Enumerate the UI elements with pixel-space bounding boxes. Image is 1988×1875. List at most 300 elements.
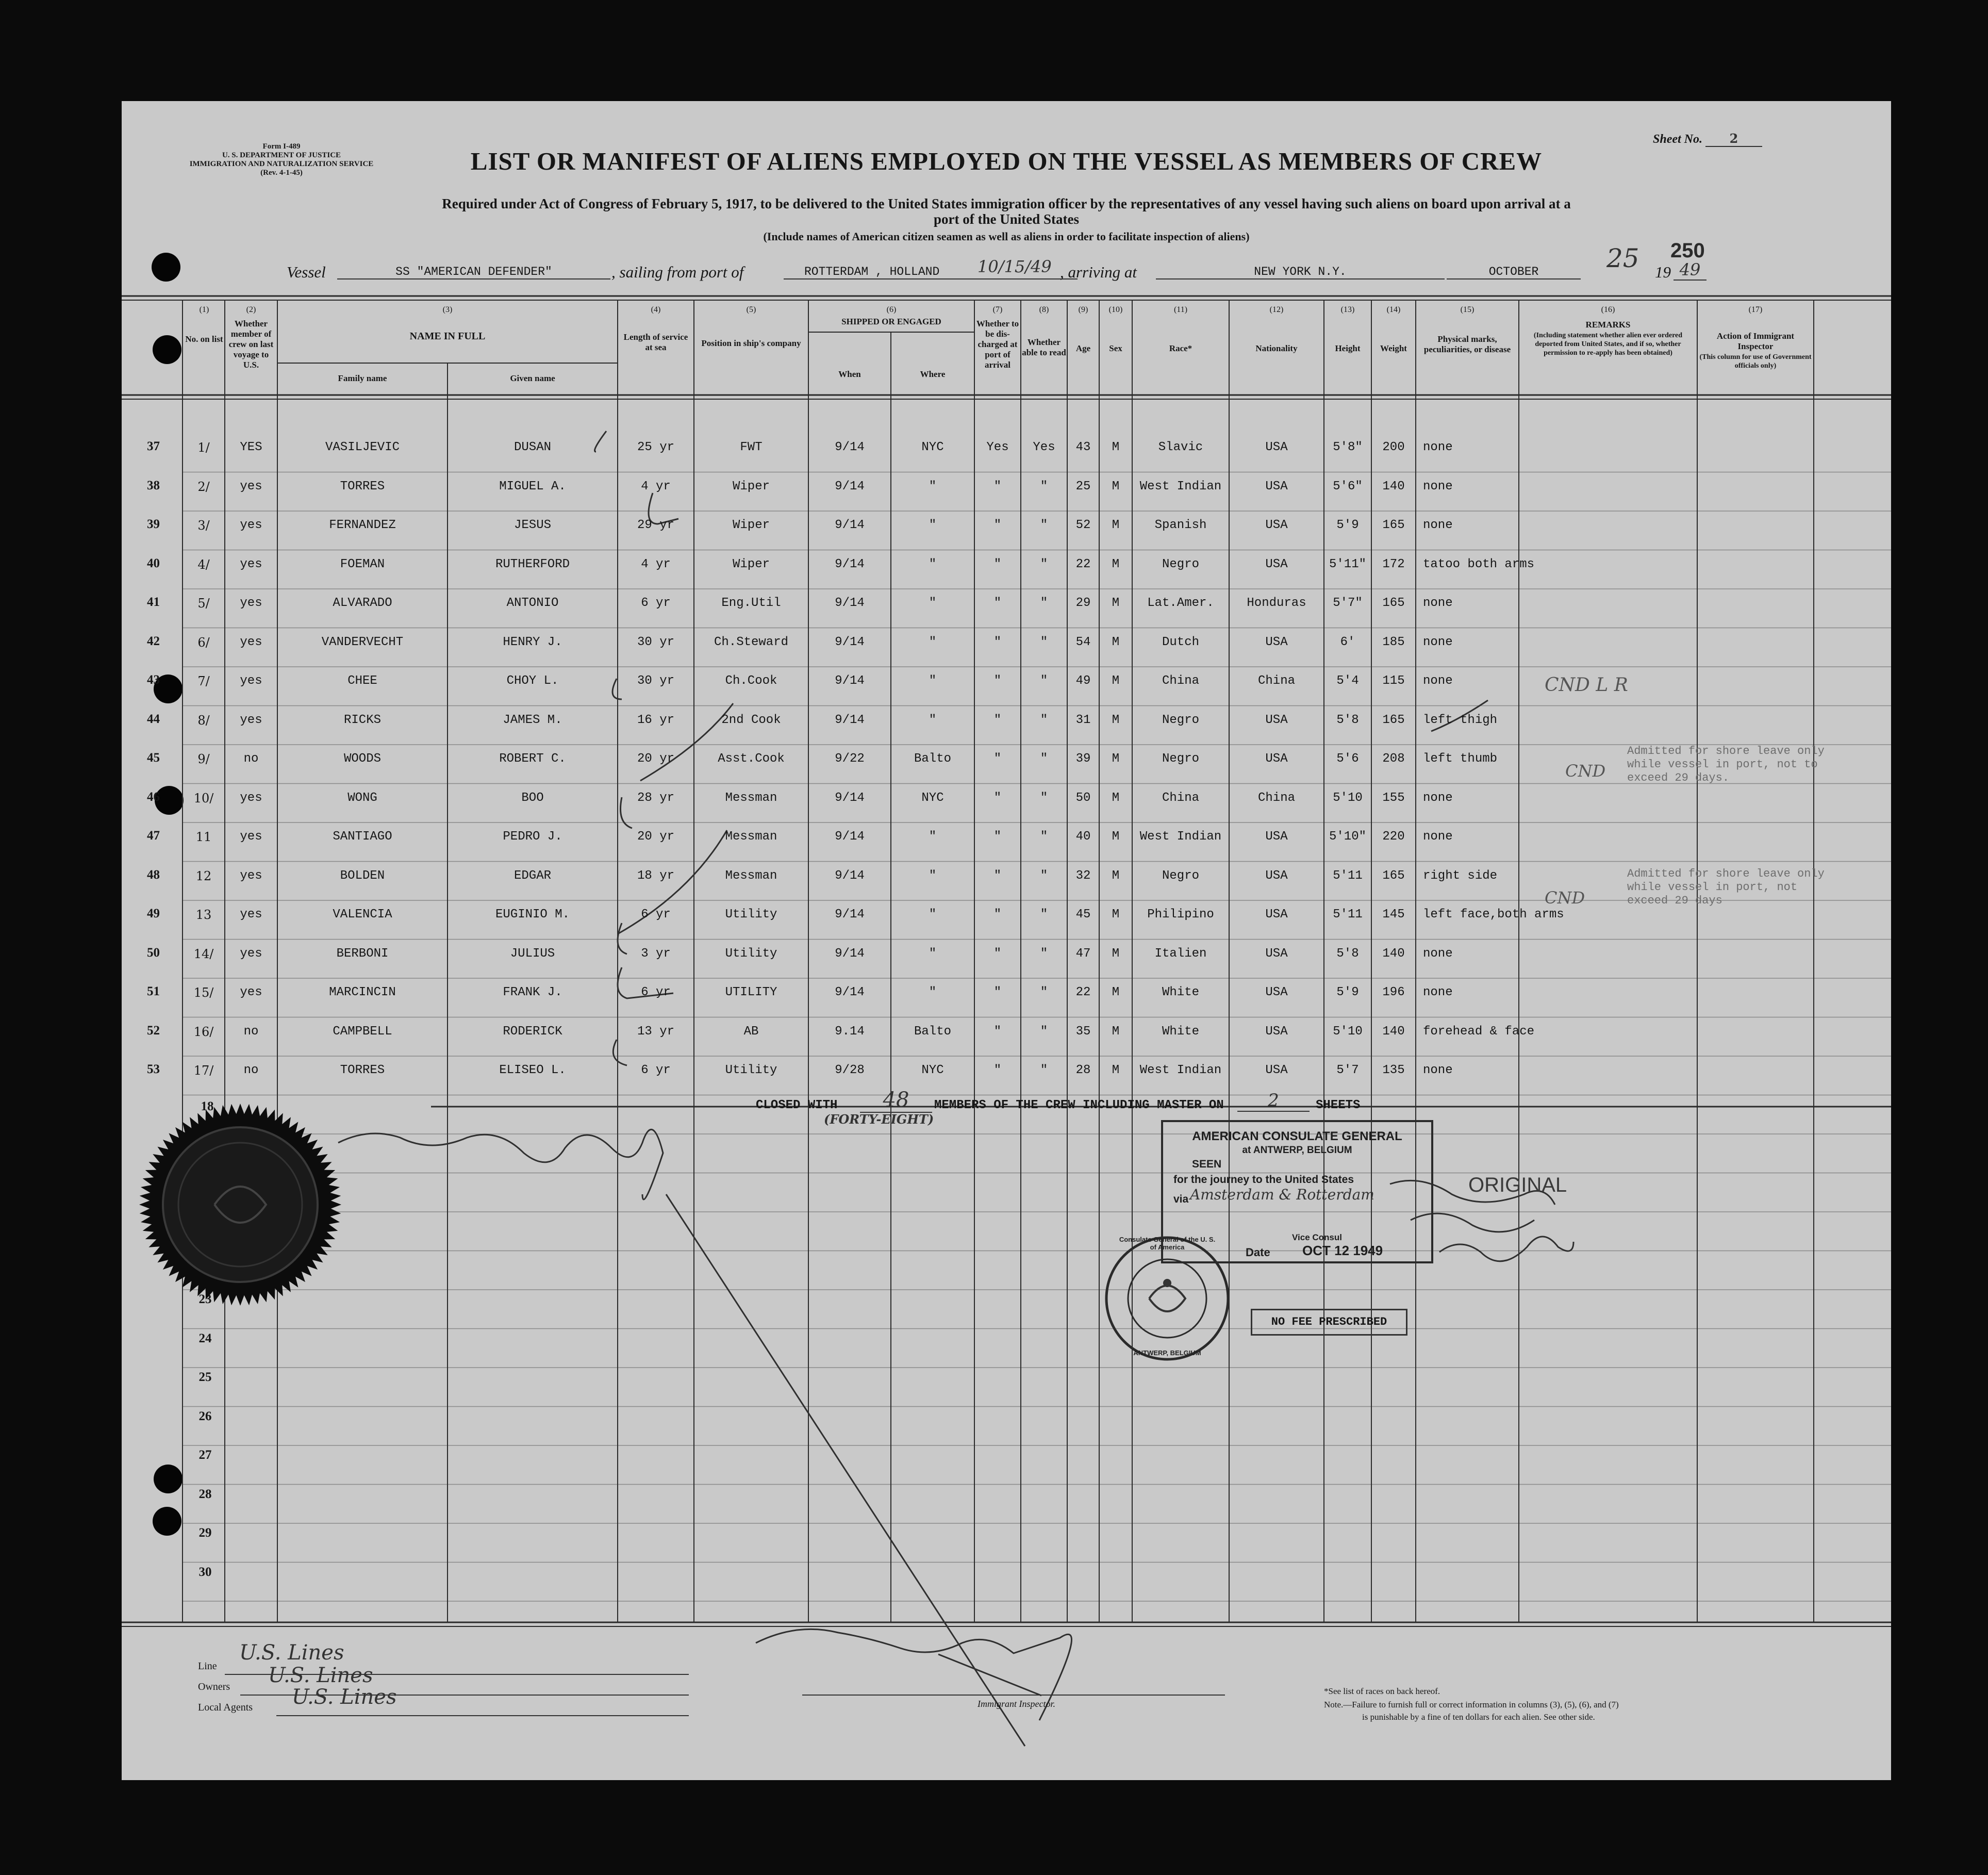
row-shipped-where: " xyxy=(929,985,937,999)
row-family-name: FOEMAN xyxy=(340,557,385,571)
col16-subheader: (Including statement whether alien ever ordered deported from United States, and if so, whether permission to re-apply has been obtained) xyxy=(1533,332,1683,357)
remark-row-46-hand: CND xyxy=(1545,888,1585,908)
row-margin-number: 47 xyxy=(147,829,160,843)
consulate-line-2: at ANTWERP, BELGIUM xyxy=(1242,1145,1352,1156)
row-shipped-where: " xyxy=(929,518,937,532)
row-nationality: USA xyxy=(1265,635,1288,649)
row-physical-marks: left thigh xyxy=(1423,713,1498,727)
row-able-to-read: " xyxy=(1040,1063,1048,1077)
row-position: FWT xyxy=(740,440,763,454)
remark-line: exceed 29 days. xyxy=(1627,771,1730,784)
row-given-name: RUTHERFORD xyxy=(495,557,570,571)
row-weight: 185 xyxy=(1382,635,1405,649)
row-able-to-read: " xyxy=(1040,635,1048,649)
col7-header: Whether to be dis-charged at port of arrival xyxy=(976,319,1019,370)
service: IMMIGRATION AND NATURALIZATION SERVICE xyxy=(189,160,374,168)
consulate-date-label: Date xyxy=(1246,1246,1270,1259)
row-margin-number: 50 xyxy=(147,945,160,960)
row-position: Utility xyxy=(725,1063,777,1077)
row-physical-marks: none xyxy=(1423,635,1453,649)
row-discharged: " xyxy=(993,479,1002,494)
row-weight: 145 xyxy=(1382,908,1405,922)
row-previous-voyage: no xyxy=(243,1063,259,1077)
row-margin-number: 53 xyxy=(147,1062,160,1076)
row-able-to-read: " xyxy=(1040,557,1048,571)
row-shipped-when: 9/14 xyxy=(835,518,865,532)
row-height: 6' xyxy=(1340,635,1355,649)
row-given-name: BOO xyxy=(521,791,544,805)
row-race: China xyxy=(1162,791,1199,805)
row-sex: M xyxy=(1112,868,1120,883)
col6-header: SHIPPED OR ENGAGED xyxy=(841,317,941,326)
row-given-name: JESUS xyxy=(513,518,551,532)
row-length-of-service: 20 yr xyxy=(637,830,674,844)
row-previous-voyage: yes xyxy=(240,674,262,688)
subtitle-line-3: (Include names of American citizen seamen as well as aliens in order to facilitate inspection of aliens) xyxy=(763,230,1250,243)
row-shipped-when: 9/14 xyxy=(835,596,865,610)
row-given-name: ANTONIO xyxy=(506,596,559,610)
row-shipped-where: Balto xyxy=(914,1024,951,1039)
row-no-on-list: 17/ xyxy=(193,1063,214,1078)
row-given-name: RODERICK xyxy=(503,1024,562,1039)
row-age: 35 xyxy=(1075,1024,1091,1039)
row-margin-number: 51 xyxy=(147,984,160,998)
row-length-of-service: 29 yr xyxy=(637,518,674,532)
footer-note-1: *See list of races on back hereof. xyxy=(1324,1686,1440,1696)
row-margin-number: 39 xyxy=(147,517,160,531)
row-sex: M xyxy=(1112,713,1120,727)
year-suffix: 49 xyxy=(1674,260,1707,281)
row-weight: 200 xyxy=(1382,440,1405,454)
sailing-date: 10/15/49 xyxy=(978,257,1052,276)
col9-header: Age xyxy=(1075,343,1091,353)
row-length-of-service: 13 yr xyxy=(637,1024,674,1039)
row-position: Eng.Util xyxy=(721,596,781,610)
blank-row-number: 23 xyxy=(198,1292,212,1306)
row-physical-marks: none xyxy=(1423,946,1453,961)
col3-family: Family name xyxy=(338,373,387,383)
row-nationality: USA xyxy=(1265,479,1288,494)
row-previous-voyage: yes xyxy=(240,791,262,805)
footer-owners-label: Owners xyxy=(198,1681,230,1692)
row-discharged: Yes xyxy=(986,440,1009,454)
col9-num: (9) xyxy=(1078,305,1088,314)
col8-header: Whether able to read xyxy=(1022,337,1066,357)
col3-header: NAME IN FULL xyxy=(409,331,486,342)
row-age: 22 xyxy=(1075,557,1091,571)
row-age: 29 xyxy=(1075,596,1091,610)
row-nationality: USA xyxy=(1265,713,1288,727)
row-race: China xyxy=(1162,674,1199,688)
row-age: 32 xyxy=(1075,868,1091,883)
row-race: Negro xyxy=(1162,752,1199,766)
row-previous-voyage: yes xyxy=(240,868,262,883)
department: U. S. DEPARTMENT OF JUSTICE xyxy=(222,151,341,159)
row-race: Slavic xyxy=(1158,440,1203,454)
row-able-to-read: " xyxy=(1040,830,1048,844)
row-age: 49 xyxy=(1075,674,1091,688)
page-title: LIST OR MANIFEST OF ALIENS EMPLOYED ON THE VESSEL AS MEMBERS OF CREW xyxy=(470,147,1543,175)
row-position: Messman xyxy=(725,791,777,805)
col16-num: (16) xyxy=(1601,305,1615,314)
row-margin-number: 41 xyxy=(147,595,160,609)
row-shipped-when: 9/14 xyxy=(835,830,865,844)
row-position: Wiper xyxy=(732,479,770,494)
row-height: 5'11" xyxy=(1329,557,1366,571)
col3-given: Given name xyxy=(510,373,555,383)
row-age: 47 xyxy=(1075,946,1091,961)
row-family-name: WOODS xyxy=(343,752,381,766)
blank-row-number: 28 xyxy=(198,1487,212,1501)
row-shipped-when: 9.14 xyxy=(835,1024,865,1039)
row-sex: M xyxy=(1112,479,1120,494)
row-age: 52 xyxy=(1075,518,1091,532)
col17-num: (17) xyxy=(1748,305,1763,314)
row-age: 28 xyxy=(1075,1063,1091,1077)
row-previous-voyage: yes xyxy=(240,518,262,532)
row-nationality: USA xyxy=(1265,985,1288,999)
col3-num: (3) xyxy=(442,305,453,314)
row-age: 50 xyxy=(1075,791,1091,805)
col5-num: (5) xyxy=(746,305,756,314)
col14-header: Weight xyxy=(1380,343,1407,353)
row-no-on-list: 16/ xyxy=(193,1024,214,1039)
row-shipped-when: 9/14 xyxy=(835,868,865,883)
row-nationality: USA xyxy=(1265,557,1288,571)
row-position: Wiper xyxy=(732,557,770,571)
row-given-name: DUSAN xyxy=(513,440,551,454)
closing-sheets-count: 2 xyxy=(1237,1090,1310,1112)
col8-num: (8) xyxy=(1039,305,1049,314)
row-shipped-when: 9/14 xyxy=(835,985,865,999)
row-length-of-service: 30 yr xyxy=(637,635,674,649)
row-family-name: WONG xyxy=(347,791,377,805)
row-race: Italien xyxy=(1154,946,1207,961)
consulate-seal-icon xyxy=(1100,1231,1234,1366)
row-margin-number: 40 xyxy=(147,556,160,570)
row-discharged: " xyxy=(993,830,1002,844)
row-sex: M xyxy=(1112,985,1120,999)
col10-header: Sex xyxy=(1109,343,1122,353)
stamp-number: 250 xyxy=(1670,239,1705,262)
row-weight: 172 xyxy=(1382,557,1405,571)
row-margin-number: 45 xyxy=(147,751,160,765)
row-no-on-list: 15/ xyxy=(193,985,214,1000)
row-family-name: VALENCIA xyxy=(333,908,392,922)
row-age: 31 xyxy=(1075,713,1091,727)
row-previous-voyage: yes xyxy=(240,596,262,610)
row-shipped-where: " xyxy=(929,674,937,688)
row-height: 5'7 xyxy=(1336,1063,1359,1077)
row-sex: M xyxy=(1112,908,1120,922)
blank-row-number: 29 xyxy=(198,1526,212,1540)
footer-owners-value: U.S. Lines xyxy=(268,1664,373,1687)
sheet-label: Sheet No. xyxy=(1653,133,1702,146)
row-height: 5'4 xyxy=(1336,674,1359,688)
consulate-date: OCT 12 1949 xyxy=(1302,1243,1383,1258)
row-margin-number: 44 xyxy=(147,712,160,726)
consulate-line-3: SEEN xyxy=(1192,1158,1222,1170)
row-family-name: ALVARADO xyxy=(333,596,392,610)
row-height: 5'11 xyxy=(1333,868,1363,883)
row-family-name: CAMPBELL xyxy=(333,1024,392,1039)
col13-num: (13) xyxy=(1340,305,1355,314)
row-family-name: VANDERVECHT xyxy=(321,635,404,649)
row-shipped-when: 9/14 xyxy=(835,713,865,727)
row-able-to-read: " xyxy=(1040,1024,1048,1039)
row-given-name: ROBERT C. xyxy=(499,752,566,766)
row-discharged: " xyxy=(993,635,1002,649)
row-length-of-service: 18 yr xyxy=(637,868,674,883)
row-physical-marks: none xyxy=(1423,791,1453,805)
row-race: West Indian xyxy=(1139,830,1222,844)
revision: (Rev. 4-1-45) xyxy=(260,169,303,177)
row-family-name: TORRES xyxy=(340,479,385,494)
row-race: White xyxy=(1162,985,1199,999)
col15-num: (15) xyxy=(1460,305,1475,314)
row-physical-marks: none xyxy=(1423,1063,1453,1077)
embossed-seal-icon xyxy=(137,1101,343,1308)
col17-subheader: (This column for use of Government officials only) xyxy=(1699,353,1812,370)
row-family-name: VASILJEVIC xyxy=(325,440,400,454)
row-family-name: CHEE xyxy=(347,674,377,688)
row-weight: 165 xyxy=(1382,868,1405,883)
row-age: 54 xyxy=(1075,635,1091,649)
row-length-of-service: 16 yr xyxy=(637,713,674,727)
blank-row-number: 30 xyxy=(198,1565,212,1579)
row-sex: M xyxy=(1112,557,1120,571)
closing-sheets: SHEETS xyxy=(1316,1098,1361,1112)
row-no-on-list: 11 xyxy=(195,830,212,844)
row-no-on-list: 7/ xyxy=(197,674,210,688)
row-physical-marks: none xyxy=(1423,674,1453,688)
sheet-value: 2 xyxy=(1705,131,1762,147)
row-shipped-where: " xyxy=(929,908,937,922)
row-discharged: " xyxy=(993,518,1002,532)
row-discharged: " xyxy=(993,985,1002,999)
row-able-to-read: " xyxy=(1040,946,1048,961)
remark-line: Admitted for shore leave only xyxy=(1627,745,1825,758)
row-physical-marks: left face,both arms xyxy=(1423,908,1564,922)
row-age: 40 xyxy=(1075,830,1091,844)
row-height: 5'6 xyxy=(1336,752,1359,766)
col15-header: Physical marks, peculiarities, or disease xyxy=(1423,334,1511,354)
subtitle-line-2: port of the United States xyxy=(934,211,1079,227)
footer-note-2: Note.—Failure to furnish full or correct information in columns (3), (5), (6), and (7) xyxy=(1324,1700,1619,1709)
col7-num: (7) xyxy=(992,305,1003,314)
original-stamp: ORIGINAL xyxy=(1468,1174,1567,1196)
row-length-of-service: 30 yr xyxy=(637,674,674,688)
row-shipped-when: 9/14 xyxy=(835,479,865,494)
row-nationality: USA xyxy=(1265,752,1288,766)
row-position: Asst.Cook xyxy=(718,752,785,766)
footer-note-3: is punishable by a fine of ten dollars for each alien. See other side. xyxy=(1362,1712,1595,1722)
row-sex: M xyxy=(1112,752,1120,766)
row-given-name: MIGUEL A. xyxy=(499,479,566,494)
row-sex: M xyxy=(1112,596,1120,610)
remark-row-41: CND L R xyxy=(1545,675,1628,696)
row-no-on-list: 14/ xyxy=(193,946,214,961)
arrival-day: 25 xyxy=(1606,243,1639,273)
row-nationality: USA xyxy=(1265,518,1288,532)
row-weight: 196 xyxy=(1382,985,1405,999)
row-margin-number: 49 xyxy=(147,907,160,920)
row-position: Utility xyxy=(725,908,777,922)
row-weight: 220 xyxy=(1382,830,1405,844)
row-race: Negro xyxy=(1162,557,1199,571)
row-sex: M xyxy=(1112,440,1120,454)
blank-row-number: 24 xyxy=(198,1331,212,1345)
departure-port: ROTTERDAM , HOLLAND xyxy=(784,265,1078,279)
blank-row-number: 26 xyxy=(198,1409,212,1423)
col17-header: Action of Immigrant Inspector xyxy=(1716,331,1795,351)
row-able-to-read: " xyxy=(1040,713,1048,727)
remark-line: while vessel in port, not to xyxy=(1627,758,1818,771)
row-nationality: USA xyxy=(1265,1063,1288,1077)
row-shipped-when: 9/22 xyxy=(835,752,865,766)
row-given-name: FRANK J. xyxy=(503,985,562,999)
inspector-label: Immigrant Inspector. xyxy=(978,1699,1055,1709)
row-shipped-where: " xyxy=(929,557,937,571)
row-previous-voyage: no xyxy=(243,752,259,766)
row-family-name: BOLDEN xyxy=(340,868,385,883)
row-given-name: ELISEO L. xyxy=(499,1063,566,1077)
col12-header: Nationality xyxy=(1255,343,1298,353)
col11-num: (11) xyxy=(1173,305,1188,314)
no-fee-stamp: NO FEE PRESCRIBED xyxy=(1251,1309,1407,1336)
row-discharged: " xyxy=(993,791,1002,805)
row-margin-number: 43 xyxy=(147,673,160,687)
row-race: West Indian xyxy=(1139,479,1222,494)
row-previous-voyage: yes xyxy=(240,479,262,494)
inspector-signature-line xyxy=(802,1695,1225,1696)
row-length-of-service: 4 yr xyxy=(641,479,671,494)
row-able-to-read: " xyxy=(1040,518,1048,532)
row-family-name: SANTIAGO xyxy=(333,830,392,844)
row-given-name: EDGAR xyxy=(513,868,551,883)
form-number: Form I-489 xyxy=(262,142,301,151)
row-length-of-service: 28 yr xyxy=(637,791,674,805)
col10-num: (10) xyxy=(1108,305,1123,314)
row-weight: 155 xyxy=(1382,791,1405,805)
row-discharged: " xyxy=(993,674,1002,688)
row-age: 25 xyxy=(1075,479,1091,494)
row-able-to-read: " xyxy=(1040,674,1048,688)
footer-line-label: Line xyxy=(198,1660,217,1672)
row-previous-voyage: yes xyxy=(240,713,262,727)
col4-num: (4) xyxy=(651,305,661,314)
row-no-on-list: 8/ xyxy=(197,713,210,728)
row-weight: 165 xyxy=(1382,713,1405,727)
consulate-via: via xyxy=(1173,1193,1189,1205)
closing-middle: MEMBERS OF THE CREW INCLUDING MASTER ON xyxy=(934,1098,1224,1112)
row-margin-number: 38 xyxy=(147,478,160,492)
manifest-sheet xyxy=(122,101,1891,1780)
row-number-18: 18 xyxy=(201,1099,214,1113)
row-position: AB xyxy=(743,1024,759,1039)
col4-header: Length of service at sea xyxy=(623,332,688,352)
row-nationality: USA xyxy=(1265,946,1288,961)
row-previous-voyage: yes xyxy=(240,830,262,844)
row-weight: 135 xyxy=(1382,1063,1405,1077)
row-able-to-read: " xyxy=(1040,479,1048,494)
row-no-on-list: 9/ xyxy=(197,752,210,766)
row-race: Philipino xyxy=(1147,908,1214,922)
row-shipped-when: 9/14 xyxy=(835,946,865,961)
col14-num: (14) xyxy=(1386,305,1401,314)
row-nationality: USA xyxy=(1265,908,1288,922)
row-family-name: FERNANDEZ xyxy=(329,518,396,532)
row-previous-voyage: yes xyxy=(240,946,262,961)
row-no-on-list: 4/ xyxy=(197,557,210,572)
row-physical-marks: none xyxy=(1423,985,1453,999)
row-family-name: RICKS xyxy=(343,713,381,727)
row-age: 43 xyxy=(1075,440,1091,454)
footer-line-value: U.S. Lines xyxy=(239,1641,344,1665)
row-discharged: " xyxy=(993,946,1002,961)
row-discharged: " xyxy=(993,868,1002,883)
row-previous-voyage: yes xyxy=(240,985,262,999)
row-given-name: JAMES M. xyxy=(503,713,562,727)
row-length-of-service: 3 yr xyxy=(641,946,671,961)
row-nationality: USA xyxy=(1265,440,1288,454)
row-able-to-read: " xyxy=(1040,868,1048,883)
col6-when: When xyxy=(838,369,861,379)
row-able-to-read: " xyxy=(1040,596,1048,610)
row-height: 5'8 xyxy=(1336,946,1359,961)
row-sex: M xyxy=(1112,518,1120,532)
row-margin-number: 37 xyxy=(147,439,160,453)
row-sex: M xyxy=(1112,791,1120,805)
row-weight: 140 xyxy=(1382,479,1405,494)
row-physical-marks: none xyxy=(1423,440,1453,454)
row-race: West Indian xyxy=(1139,1063,1222,1077)
row-race: Spanish xyxy=(1154,518,1207,532)
row-physical-marks: none xyxy=(1423,479,1453,494)
sailing-label: , sailing from port of xyxy=(611,263,744,281)
row-given-name: EUGINIO M. xyxy=(495,908,570,922)
row-shipped-where: NYC xyxy=(921,440,944,454)
row-able-to-read: " xyxy=(1040,791,1048,805)
row-length-of-service: 6 yr xyxy=(641,1063,671,1077)
consulate-line-4: for the journey to the United States xyxy=(1173,1174,1354,1186)
row-position: Messman xyxy=(725,868,777,883)
row-discharged: " xyxy=(993,557,1002,571)
row-able-to-read: " xyxy=(1040,908,1048,922)
remark-row-43-stamp xyxy=(1627,745,1825,785)
row-shipped-where: " xyxy=(929,596,937,610)
row-height: 5'10" xyxy=(1329,830,1366,844)
row-position: Messman xyxy=(725,830,777,844)
row-physical-marks: forehead & face xyxy=(1423,1024,1535,1039)
row-physical-marks: tatoo both arms xyxy=(1423,557,1535,571)
row-given-name: PEDRO J. xyxy=(503,830,562,844)
row-position: Ch.Cook xyxy=(725,674,777,688)
blank-row-number: 27 xyxy=(198,1448,212,1462)
row-sex: M xyxy=(1112,635,1120,649)
row-height: 5'9 xyxy=(1336,518,1359,532)
row-sex: M xyxy=(1112,946,1120,961)
row-given-name: CHOY L. xyxy=(506,674,559,688)
row-length-of-service: 25 yr xyxy=(637,440,674,454)
subtitle-line-1: Required under Act of Congress of February 5, 1917, to be delivered to the United States immigration officer by the representatives of any vessel having such aliens on board upon arrival at a xyxy=(442,196,1571,211)
row-length-of-service: 4 yr xyxy=(641,557,671,571)
footer-agents-underline xyxy=(276,1715,689,1716)
row-nationality: China xyxy=(1257,674,1295,688)
row-height: 5'6" xyxy=(1333,479,1363,494)
row-previous-voyage: yes xyxy=(240,557,262,571)
row-shipped-when: 9/14 xyxy=(835,791,865,805)
